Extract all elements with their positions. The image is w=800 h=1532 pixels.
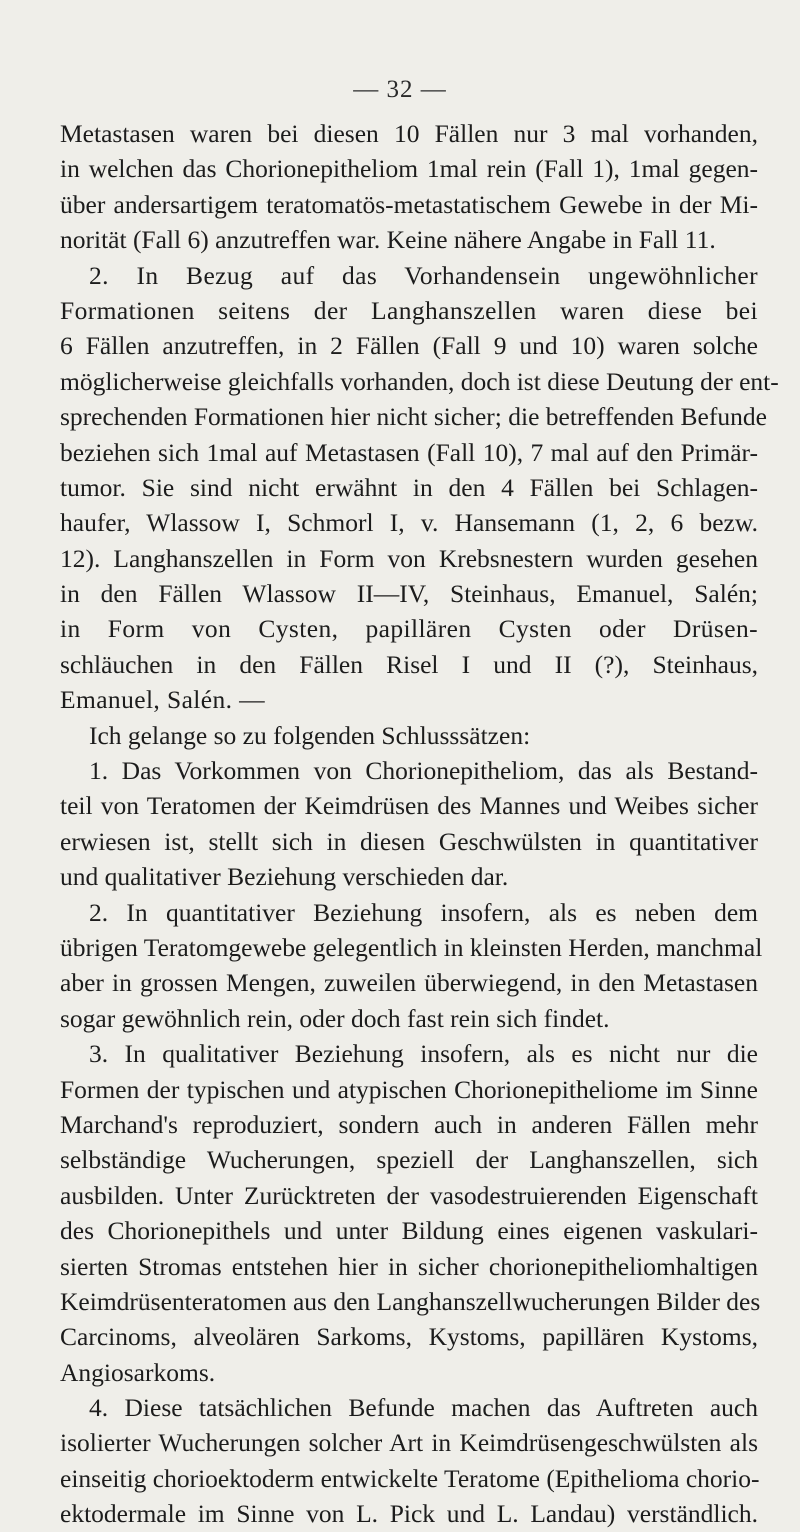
text-line: Formationen seitens der Langhanszellen waren diese bei: [60, 295, 758, 325]
text-line: teil von Teratomen der Keimdrüsen des Mannes und Weibes sicher: [60, 791, 758, 821]
text-line: über andersartigem teratomatös-metastatischem Gewebe in der Mi-: [60, 189, 758, 219]
text-line: 6 Fällen anzutreffen, in 2 Fällen (Fall 9 und 10) waren solche: [60, 331, 758, 361]
text-line: in Form von Cysten, papillären Cysten oder Drüsen-: [60, 614, 758, 644]
text-line: Formen der typischen und atypischen Chorionepitheliome im Sinne: [60, 1074, 758, 1104]
text-line: 1. Das Vorkommen von Chorionepitheliom, das als Bestand-: [89, 756, 758, 786]
body-text: [60, 116, 779, 1532]
text-line: sogar gewöhnlich rein, oder doch fast rein sich findet.: [60, 1003, 610, 1033]
text-line: 2. In Bezug auf das Vorhandensein ungewöhnlicher: [89, 260, 758, 290]
text-line: 3. In qualitativer Beziehung insofern, als es nicht nur die: [89, 1039, 758, 1069]
text-line: Marchand's reproduziert, sondern auch in anderen Fällen mehr: [60, 1109, 758, 1139]
text-line: 2. In quantitativer Beziehung insofern, als es neben dem: [89, 897, 758, 927]
text-line: einseitig chorioektoderm entwickelte Teratome (Epithelioma chorio-: [60, 1463, 760, 1493]
text-line: ektodermale im Sinne von L. Pick und L. Landau) verständlich.: [60, 1499, 758, 1529]
text-line: in den Fällen Wlassow II—IV, Steinhaus, Emanuel, Salén;: [60, 579, 758, 609]
text-line: erwiesen ist, stellt sich in diesen Geschwülsten in quantitativer: [60, 826, 758, 856]
text-line: Keimdrüsenteratomen aus den Langhanszellwucherungen Bilder des: [60, 1286, 761, 1316]
text-line: Emanuel, Salén. —: [60, 685, 266, 715]
text-line: übrigen Teratomgewebe gelegentlich in kleinsten Herden, manchmal: [60, 932, 763, 962]
text-line: Metastasen waren bei diesen 10 Fällen nur 3 mal vorhanden,: [60, 119, 758, 148]
text-line: möglicherweise gleichfalls vorhanden, doch ist diese Deutung der ent-: [60, 366, 779, 396]
text-line: in welchen das Chorionepitheliom 1mal rein (Fall 1), 1mal gegen-: [60, 154, 758, 184]
page-number: — 32 —: [353, 76, 447, 103]
text-line: norität (Fall 6) anzutreffen war. Keine nähere Angabe in Fall 11.: [60, 225, 716, 255]
text-line: ausbilden. Unter Zurücktreten der vasodestruierenden Eigenschaft: [60, 1180, 758, 1210]
text-line: sierten Stromas entstehen hier in sicher chorionepitheliomhaltigen: [60, 1251, 758, 1281]
text-line: des Chorionepithels und unter Bildung eines eigenen vaskulari-: [60, 1216, 758, 1246]
text-line: haufer, Wlassow I, Schmorl I, v. Hansemann (1, 2, 6 bezw.: [60, 508, 758, 538]
text-line: Ich gelange so zu folgenden Schlusssätzen:: [89, 720, 531, 750]
text-line: schläuchen in den Fällen Risel I und II (?), Steinhaus,: [60, 649, 758, 679]
text-line: und qualitativer Beziehung verschieden dar.: [60, 862, 509, 892]
text-line: Carcinoms, alveolären Sarkoms, Kystoms, papillären Kystoms,: [60, 1322, 758, 1352]
text-line: beziehen sich 1mal auf Metastasen (Fall 10), 7 mal auf den Primär-: [60, 437, 758, 467]
text-line: 4. Diese tatsächlichen Befunde machen das Auftreten auch: [89, 1393, 758, 1423]
text-line: aber in grossen Mengen, zuweilen überwiegend, in den Metastasen: [60, 968, 758, 998]
text-line: 12). Langhanszellen in Form von Krebsnestern wurden gesehen: [60, 543, 758, 573]
text-line: Angiosarkoms.: [60, 1357, 216, 1387]
text-line: tumor. Sie sind nicht erwähnt in den 4 Fällen bei Schlagen-: [60, 472, 758, 502]
text-line: selbständige Wucherungen, speziell der Langhanszellen, sich: [60, 1145, 758, 1175]
text-line: isolierter Wucherungen solcher Art in Keimdrüsengeschwülsten als: [60, 1428, 758, 1458]
text-line: sprechenden Formationen hier nicht sicher; die betreffenden Befunde: [60, 402, 767, 432]
